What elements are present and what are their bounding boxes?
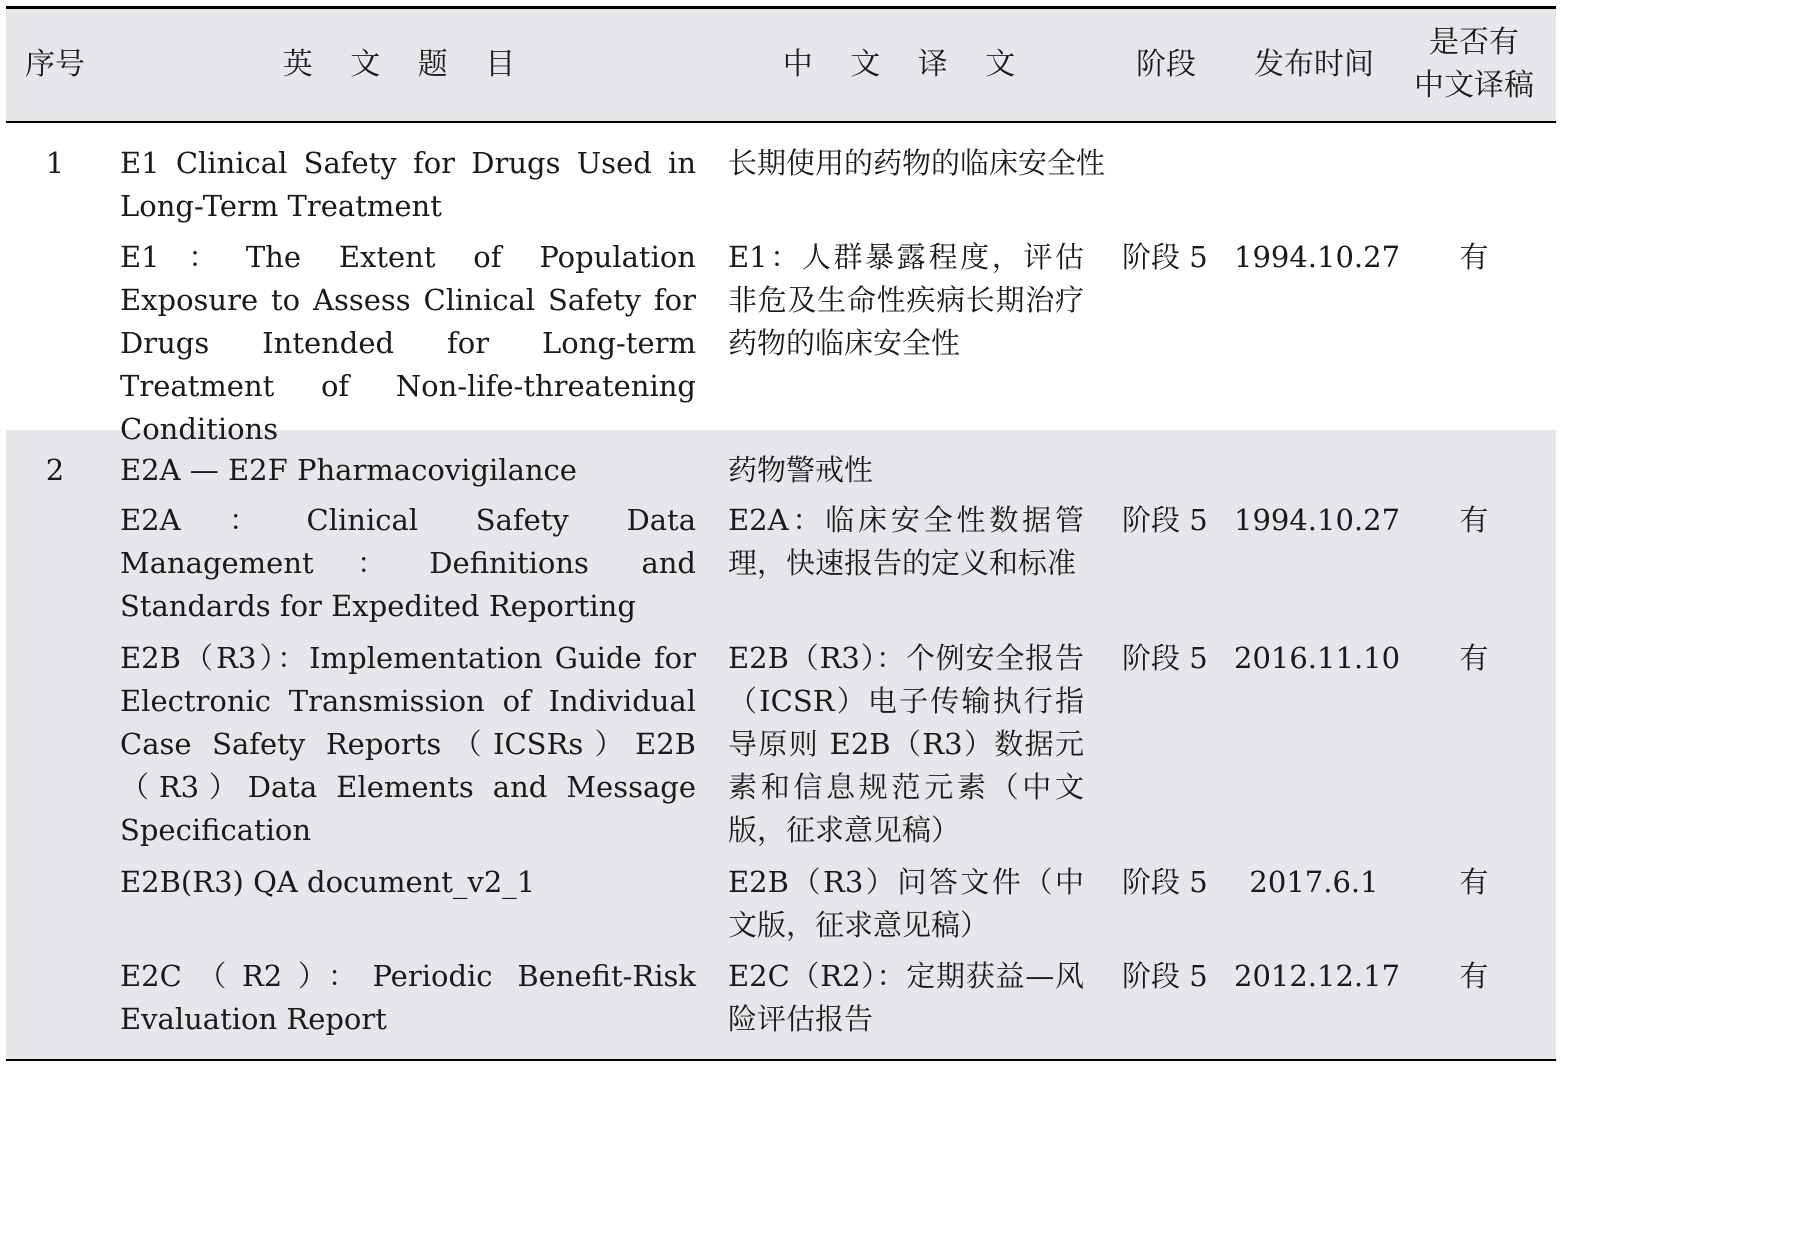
header-col-en: 英 文 题 目 bbox=[282, 47, 530, 82]
header-col-zh: 中 文 译 文 bbox=[782, 47, 1030, 82]
row-2-item-1-en: E2A：Clinical Safety Data Management：Definitions and Standards for Expedited Reporting bbox=[120, 503, 696, 623]
row-2-item-4-date: 2012.12.17 bbox=[1234, 959, 1401, 993]
row-2-item-3-date: 2017.6.1 bbox=[1249, 865, 1379, 899]
row-2-item-2-en: E2B（R3）：Implementation Guide for Electronic Transmission of Individual Case Safety Reports（ICSRs）E2B（R3）Data Elements and Message Specification bbox=[120, 641, 696, 847]
row-2-item-4-has-cn: 有 bbox=[1459, 959, 1489, 993]
row-2-number: 2 bbox=[45, 453, 65, 487]
row-2-item-1-stage: 阶段 5 bbox=[1122, 503, 1208, 537]
header-col-no: 序号 bbox=[25, 47, 85, 82]
row-1-number: 1 bbox=[45, 146, 65, 180]
row-1-item-1-zh: E1：人群暴露程度，评估非危及生命性疾病长期治疗药物的临床安全性 bbox=[728, 240, 1084, 360]
row-2-item-4-en: E2C（R2）：Periodic Benefit-Risk Evaluation Report bbox=[120, 959, 696, 1036]
row-1-item-1-has-cn: 有 bbox=[1459, 240, 1489, 274]
row-2-item-4-stage: 阶段 5 bbox=[1122, 959, 1208, 993]
header-col-stage: 阶段 bbox=[1136, 47, 1196, 82]
row-1-group-zh: 长期使用的药物的临床安全性 bbox=[728, 146, 1106, 180]
row-2-item-2-stage: 阶段 5 bbox=[1122, 641, 1208, 675]
row-1-group-en: E1 Clinical Safety for Drugs Used in Long-Term Treatment bbox=[120, 146, 696, 223]
row-2-item-3-zh: E2B（R3）问答文件（中文版，征求意见稿） bbox=[728, 865, 1084, 942]
row-1-item-1-date: 1994.10.27 bbox=[1234, 240, 1401, 274]
row-2-item-2-zh: E2B（R3）：个例安全报告（ICSR）电子传输执行指导原则 E2B（R3）数据元素和信息规范元素（中文版，征求意见稿） bbox=[728, 641, 1084, 847]
bottom-rule bbox=[6, 1059, 1556, 1061]
row-2-group-en: E2A — E2F Pharmacovigilance bbox=[120, 453, 577, 487]
row-2-group-zh: 药物警戒性 bbox=[728, 453, 874, 487]
row-2-item-3-en: E2B(R3) QA document_v2_1 bbox=[120, 865, 536, 899]
row-2-item-3-has-cn: 有 bbox=[1459, 865, 1489, 899]
header-col-has-cn-line1: 是否有 bbox=[1429, 25, 1519, 60]
row-2-item-4-zh: E2C（R2）：定期获益—风险评估报告 bbox=[728, 959, 1084, 1036]
row-2-item-3-stage: 阶段 5 bbox=[1122, 865, 1208, 899]
row-2-item-1-zh: E2A：临床安全性数据管理，快速报告的定义和标准 bbox=[728, 503, 1084, 580]
row-1-item-1-stage: 阶段 5 bbox=[1122, 240, 1208, 274]
header-col-date: 发布时间 bbox=[1254, 47, 1374, 82]
header-rule bbox=[6, 121, 1556, 123]
header-col-has-cn-line2: 中文译稿 bbox=[1414, 68, 1534, 103]
row-1-item-1-en: E1：The Extent of Population Exposure to Assess Clinical Safety for Drugs Intended for Long-term Treatment of Non-life-threatening Conditions bbox=[120, 240, 696, 446]
row-2-item-1-has-cn: 有 bbox=[1459, 503, 1489, 537]
row-2-item-2-date: 2016.11.10 bbox=[1234, 641, 1401, 675]
top-rule bbox=[6, 6, 1556, 9]
row-2-item-1-date: 1994.10.27 bbox=[1234, 503, 1401, 537]
row-2-item-2-has-cn: 有 bbox=[1459, 641, 1489, 675]
